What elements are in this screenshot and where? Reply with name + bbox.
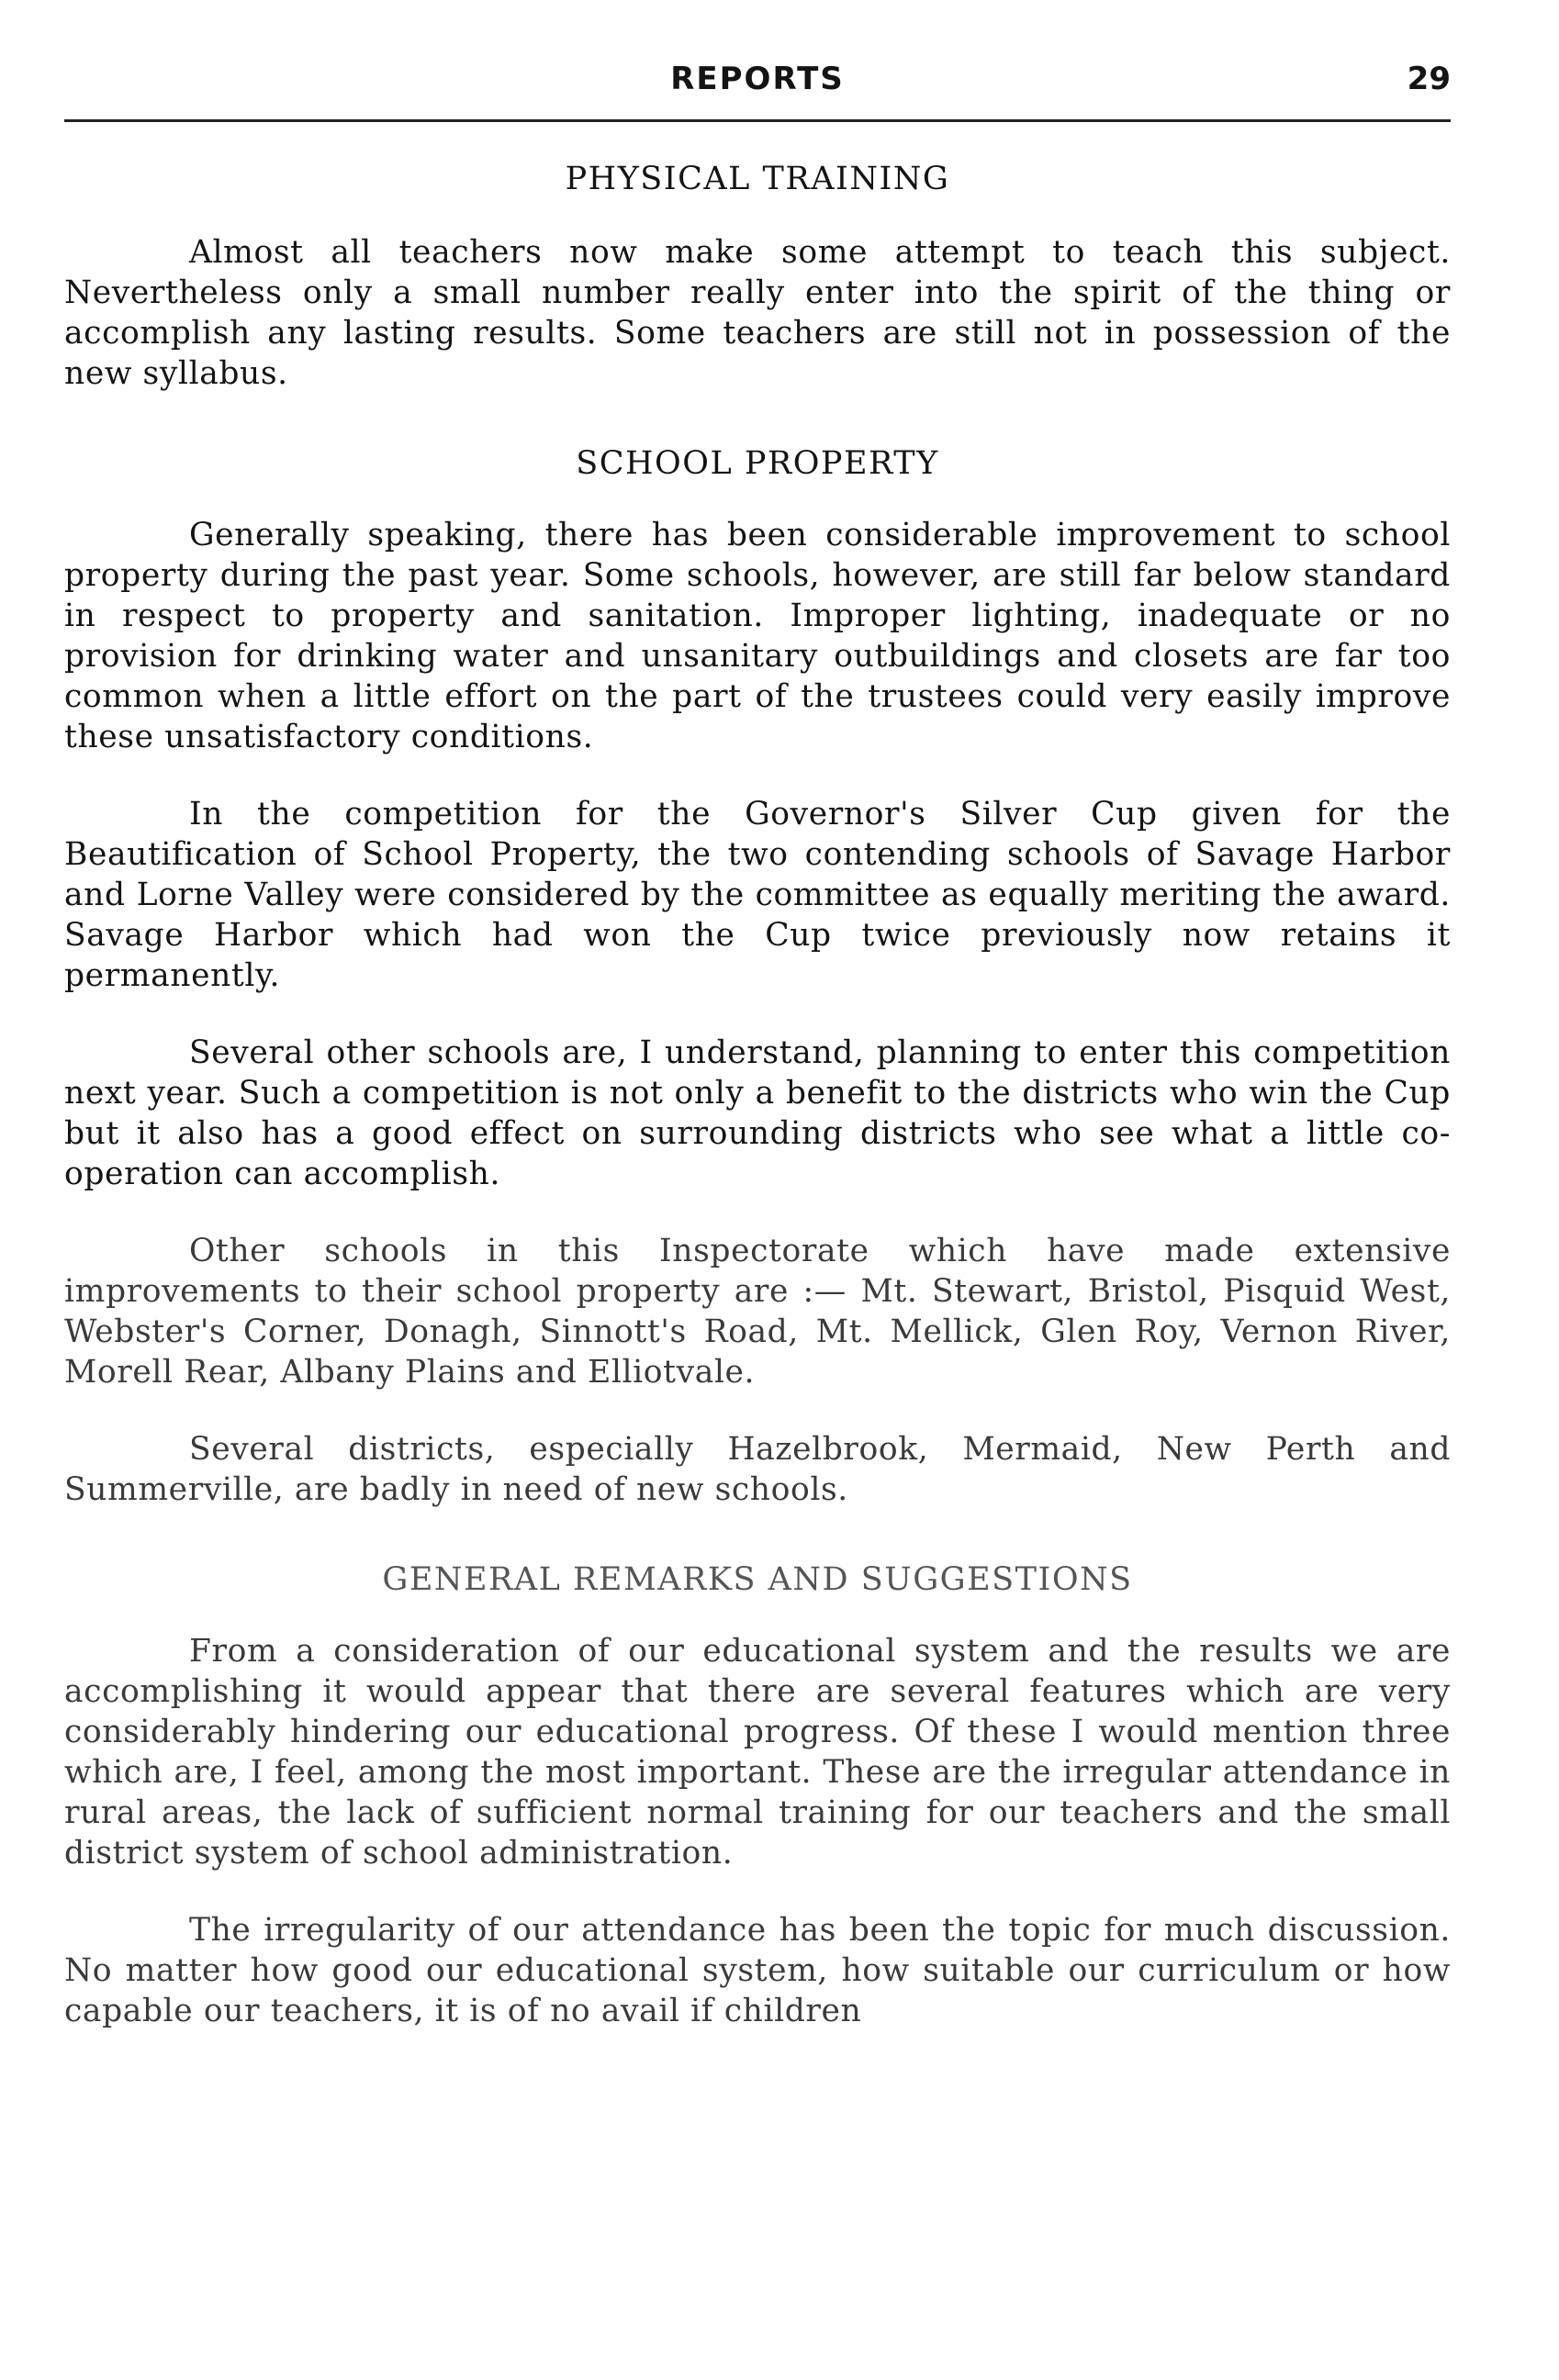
paragraph: Generally speaking, there has been considerable improvement to school property during the past year. Some schools, however, are still far below standard in respect to property and sanitation. Improper lighting, inadequate or no provision for drinking water and unsanitary outbuildings and closets are far too common when a little effort on the part of the trustees could very easily improve these unsatisfactory conditions.: [64, 517, 1451, 755]
paragraph: In the competition for the Governor's Silver Cup given for the Beautification of School Property, the two contending schools of Savage Harbor and Lorne Valley were considered by the committee as equally meriting the award. Savage Harbor which had won the Cup twice previously now retains it permanently.: [64, 796, 1451, 994]
running-header: [64, 55, 1451, 106]
section-heading-school-property: SCHOOL PROPERTY: [576, 445, 939, 482]
page-number: 29: [1407, 61, 1451, 97]
section-heading-general-remarks: GENERAL REMARKS AND SUGGESTIONS: [382, 1561, 1133, 1598]
paragraph: Several other schools are, I understand, planning to enter this competition next year. Such a competition is not only a benefit to the districts who win the Cup but it also has a good effect on surrounding districts who see what a little co-operation can accomplish.: [64, 1034, 1451, 1192]
paragraph: From a consideration of our educational system and the results we are accomplishing it would appear that there are several features which are very considerably hindering our educational progress. Of these I would mention three which are, I feel, among the most important. These are the irregular attendance in rural areas, the lack of sufficient normal training for our teachers and the small district system of school administration.: [64, 1633, 1451, 1872]
paragraph: Other schools in this Inspectorate which have made extensive improvements to their school property are :— Mt. Stewart, Bristol, Pisquid West, Webster's Corner, Donagh, Sinnott's Road, Mt. Mellick, Glen Roy, Vernon River, Morell Rear, Albany Plains and Elliotvale.: [64, 1233, 1451, 1391]
header-rule: [64, 119, 1451, 122]
paragraph: Almost all teachers now make some attempt to teach this subject. Nevertheless only a small number really enter into the spirit of the thing or accomplish any lasting results. Some teachers are still not in possession of the new syllabus.: [64, 234, 1451, 392]
section-heading-physical-training: PHYSICAL TRAINING: [565, 161, 950, 197]
book-page: [64, 55, 1451, 2031]
running-title: REPORTS: [670, 61, 845, 97]
paragraph: The irregularity of our attendance has been the topic for much discussion. No matter how good our educational system, how suitable our curriculum or how capable our teachers, it is of no avail if children: [64, 1912, 1451, 2029]
paragraph: Several districts, especially Hazelbrook, Mermaid, New Perth and Summerville, are badly in need of new schools.: [64, 1431, 1451, 1508]
